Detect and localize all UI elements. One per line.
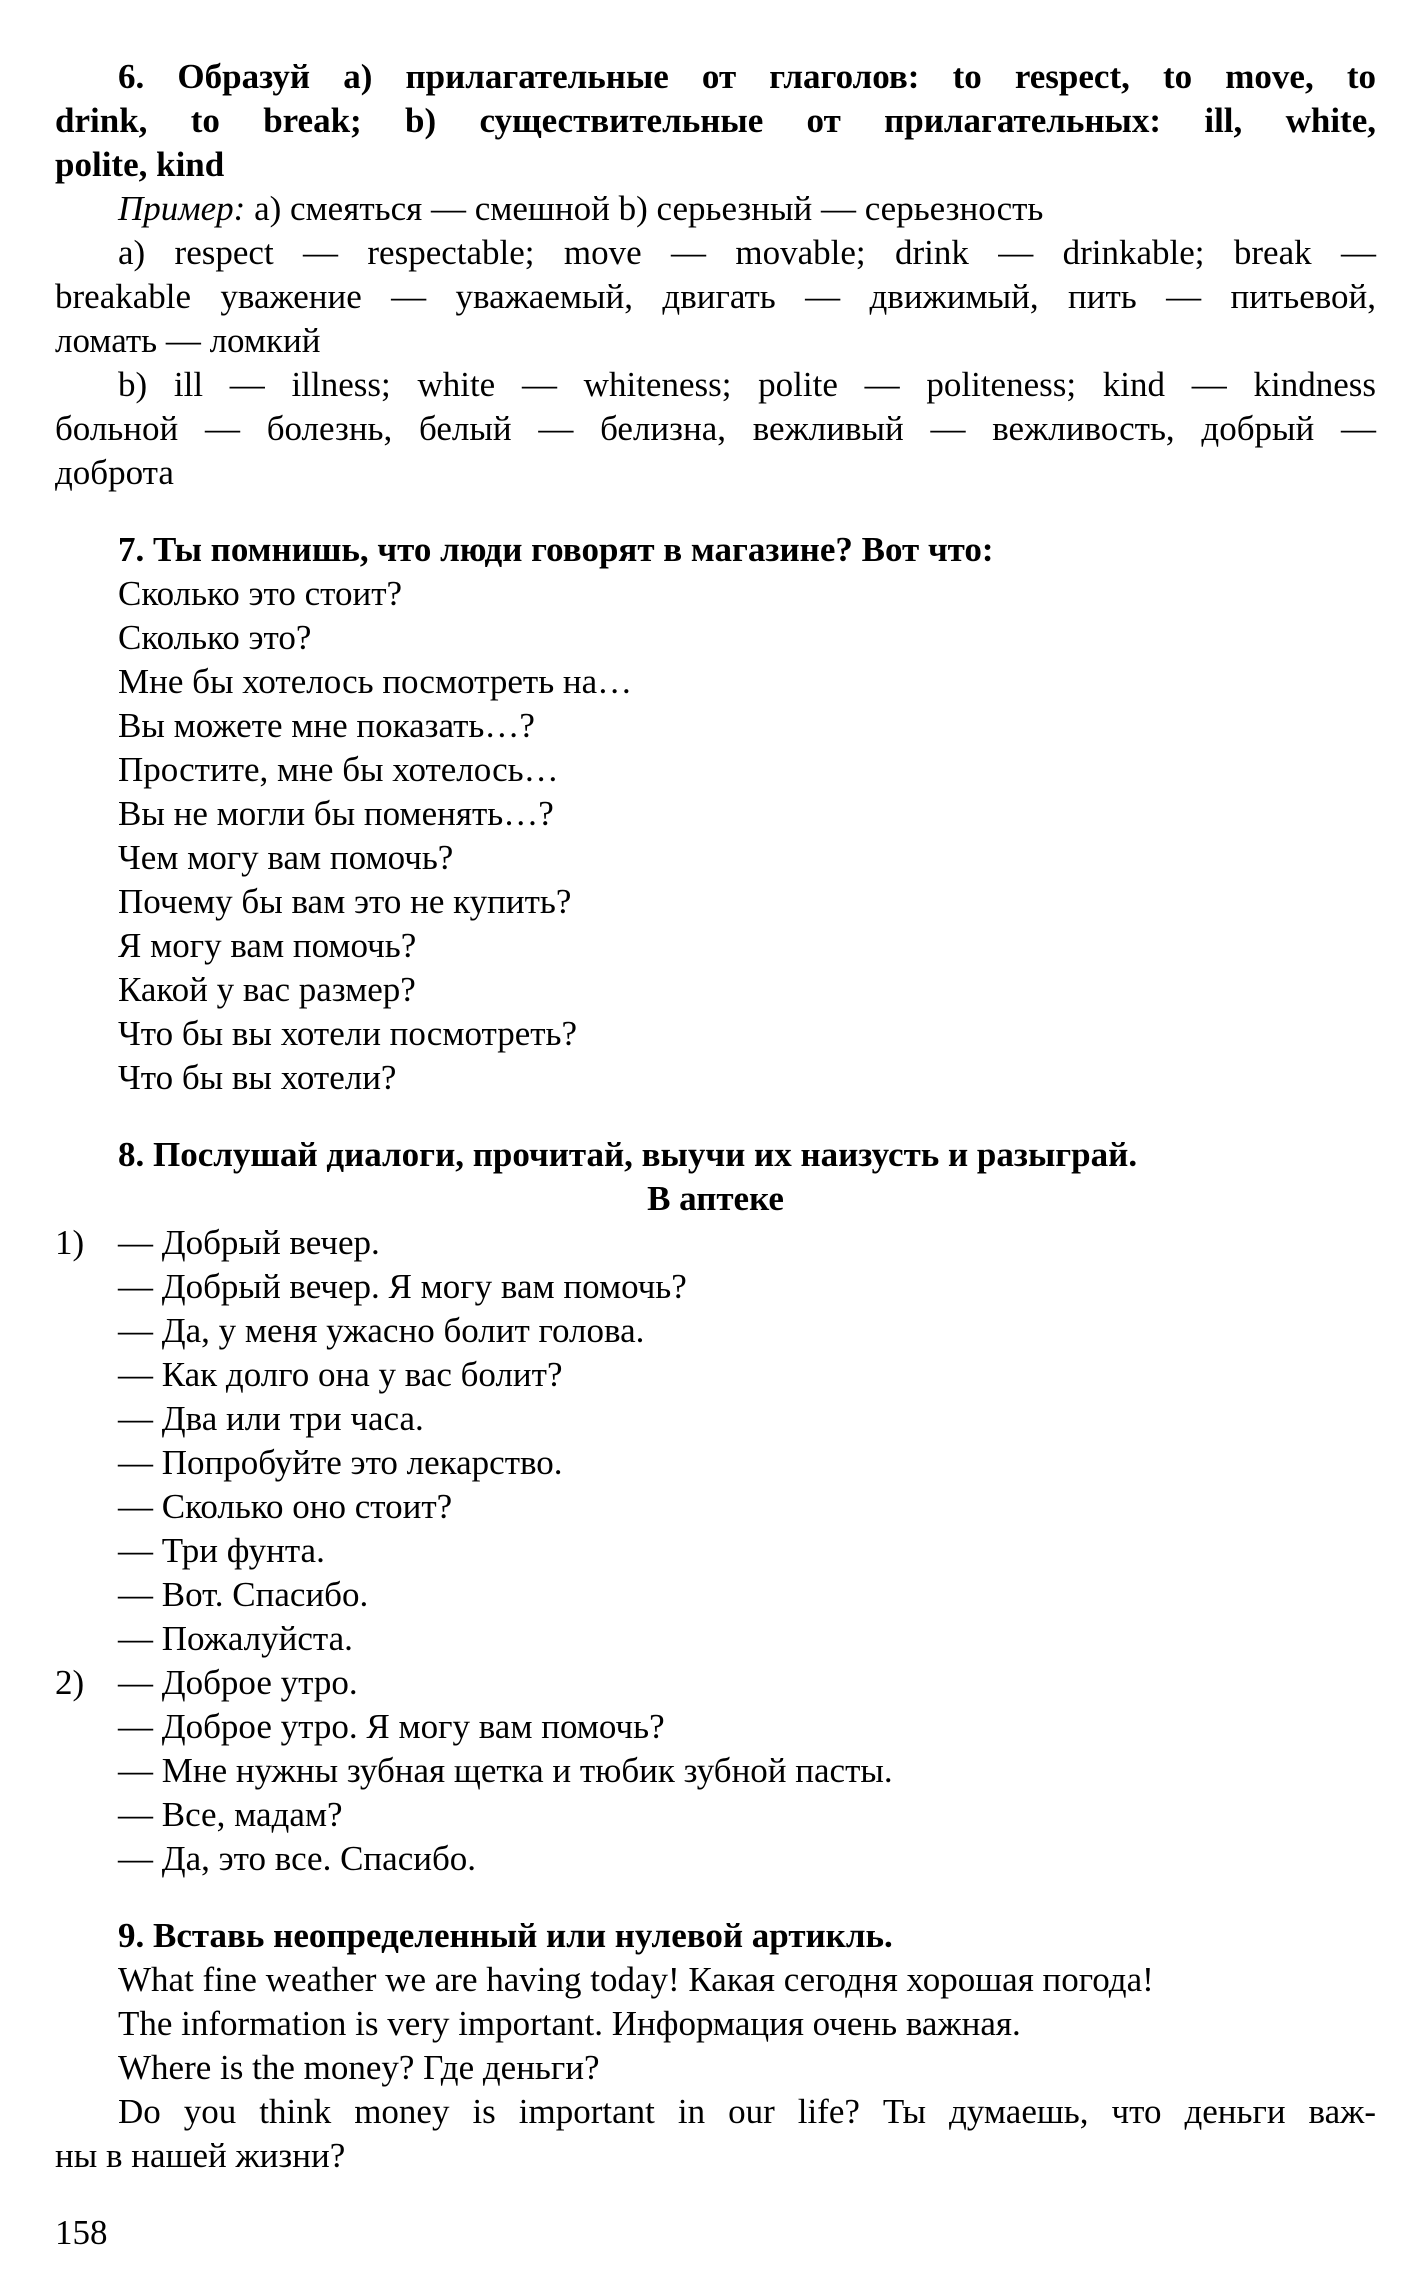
phrase-item: Вы можете мне показать…? xyxy=(118,706,535,745)
exercise-6 xyxy=(55,55,1376,495)
sentence-line: ны в нашей жизни? xyxy=(55,2136,346,2175)
exercise-8-title: 8. Послушай диалоги, прочитай, выучи их наизусть и разыграй. xyxy=(118,1135,1138,1174)
sentence-line: What fine weather we are having today! Какая сегодня хорошая погода! xyxy=(118,1960,1154,1999)
sentence-line: Do you think money is important in our life? Ты думаешь, что деньги важ- xyxy=(118,2092,1376,2131)
exercise-6-title-line: polite, kind xyxy=(55,145,225,184)
dialogue-line: — Попробуйте это лекарство. xyxy=(118,1443,563,1482)
exercise-6-answer-b-line: b) ill — illness; white — whiteness; polite — politeness; kind — kindness xyxy=(118,365,1376,404)
dialogue-line: — Два или три часа. xyxy=(118,1399,424,1438)
dialogue-line: — Добрый вечер. Я могу вам помочь? xyxy=(118,1267,687,1306)
phrase-item: Чем могу вам помочь? xyxy=(118,838,454,877)
exercise-6-answer-a-line: ломать — ломкий xyxy=(55,321,321,360)
phrase-item: Мне бы хотелось посмотреть на… xyxy=(118,662,633,701)
dialogue-line: — Мне нужны зубная щетка и тюбик зубной пасты. xyxy=(118,1751,893,1790)
phrase-item: Почему бы вам это не купить? xyxy=(118,882,572,921)
exercise-7-title: 7. Ты помнишь, что люди говорят в магазине? Вот что: xyxy=(118,530,994,569)
dialogue-line: — Да, у меня ужасно болит голова. xyxy=(118,1311,645,1350)
dialogue-line: — Как долго она у вас болит? xyxy=(118,1355,563,1394)
exercise-6-answer-a-line: a) respect — respectable; move — movable; drink — drinkable; break — xyxy=(118,233,1376,272)
exercise-6-example xyxy=(55,187,1376,231)
sentence-line: Where is the money? Где деньги? xyxy=(118,2048,600,2087)
exercise-7 xyxy=(55,528,1376,1100)
dialogue-line: — Доброе утро. Я могу вам помочь? xyxy=(118,1707,665,1746)
dialogue-line: — Доброе утро. xyxy=(118,1663,358,1702)
example-label: Пример: xyxy=(118,189,246,228)
phrase-item: Я могу вам помочь? xyxy=(118,926,417,965)
exercise-9-title: 9. Вставь неопределенный или нулевой артикль. xyxy=(118,1916,893,1955)
exercise-8 xyxy=(55,1133,1376,1881)
page-number: 158 xyxy=(55,2213,108,2252)
dialogue-line: — Вот. Спасибо. xyxy=(118,1575,369,1614)
phrase-item: Сколько это? xyxy=(118,618,312,657)
dialogue-line: — Все, мадам? xyxy=(118,1795,343,1834)
dialogue-line: — Сколько оно стоит? xyxy=(118,1487,453,1526)
dialogue-number: 1) xyxy=(55,1223,85,1262)
example-text: a) смеяться — смешной b) серьезный — серьезность xyxy=(245,189,1044,228)
exercise-6-answer-b-line: доброта xyxy=(55,453,174,492)
dialogue-2 xyxy=(55,1661,1376,1881)
dialogue-line: — Пожалуйста. xyxy=(118,1619,353,1658)
dialogue-heading: В аптеке xyxy=(647,1179,784,1218)
textbook-page xyxy=(55,55,1376,2178)
phrase-item: Какой у вас размер? xyxy=(118,970,416,1009)
phrase-item: Что бы вы хотели? xyxy=(118,1058,397,1097)
exercise-6-answer-b-line: больной — болезнь, белый — белизна, вежливый — вежливость, добрый — xyxy=(55,409,1376,448)
phrase-item: Сколько это стоит? xyxy=(118,574,403,613)
exercise-6-title-line: drink, to break; b) существительные от прилагательных: ill, white, xyxy=(55,101,1376,140)
exercise-6-answer-a-line: breakable уважение — уважаемый, двигать — движимый, пить — питьевой, xyxy=(55,277,1376,316)
phrase-item: Что бы вы хотели посмотреть? xyxy=(118,1014,578,1053)
dialogue-line: — Да, это все. Спасибо. xyxy=(118,1839,477,1878)
sentence-line: The information is very important. Информация очень важная. xyxy=(118,2004,1021,2043)
dialogue-number: 2) xyxy=(55,1663,85,1702)
dialogue-1 xyxy=(55,1221,1376,1661)
dialogue-line: — Три фунта. xyxy=(118,1531,325,1570)
dialogue-line: — Добрый вечер. xyxy=(118,1223,380,1262)
exercise-6-title-line: 6. Образуй a) прилагательные от глаголов: to respect, to move, to xyxy=(118,57,1376,96)
phrase-item: Простите, мне бы хотелось… xyxy=(118,750,559,789)
phrase-item: Вы не могли бы поменять…? xyxy=(118,794,554,833)
exercise-9 xyxy=(55,1914,1376,2178)
